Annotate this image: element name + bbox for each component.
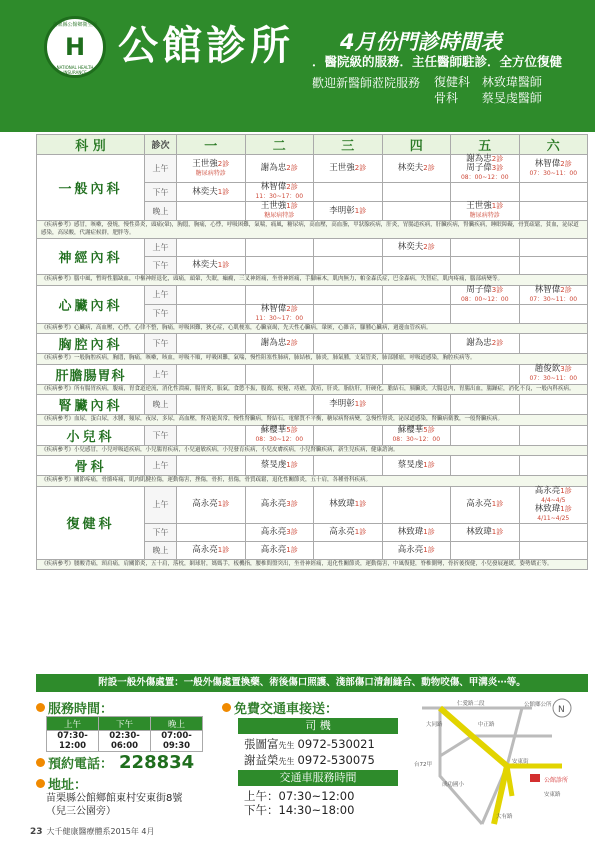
schedule-cell: 高永亮1診 4/4~4/5 林致瑋1診 4/11~4/25 <box>519 486 588 523</box>
bullet-icon <box>222 703 231 712</box>
dept-renal: 腎臟內科 <box>37 395 145 415</box>
slogan: ．醫院級的服務．主任醫師駐診．全方位復健 <box>312 54 563 69</box>
svg-text:成功國小: 成功國小 <box>442 782 465 788</box>
schedule-cell: 林智偉2診 07：30~11：00 <box>519 285 588 304</box>
disease-note: 《疾病參考》腦中風，暫時性腦缺血，中樞神經退化，頭痛，頭暈，失眠，癲癇，三叉神經痛，坐骨神經痛，手腳麻木，肌肉無力，帕金森氏症，巴金森病，失智症，肌肉疼痛，腦部病變等。 <box>37 275 588 286</box>
schedule-cell: 林奕夫1診 <box>177 257 246 275</box>
bullet-icon <box>36 758 45 767</box>
welcome-text: 歡迎新醫師蒞院服務 <box>312 76 421 90</box>
table-row: 小兒科 下午 蘇櫻華5診 08：30~12：00 蘇櫻華5診 08：30~12：00 <box>37 425 588 445</box>
table-header <box>37 135 588 155</box>
schedule-cell: 林致瑋1診 <box>382 523 451 541</box>
disease-note: 《疾病參考》腰酸背痛，頸肩痛，肩關節炎，五十肩，落枕，網球肘，媽媽手，板機指，腰椎間盤突出，坐骨神經痛，退化性關節炎，運動傷害，中風復健，脊椎側彎，骨折後復健，小兒發展遲緩，姿勢矯正等。 <box>37 559 588 570</box>
schedule-cell: 蔡旻虔1診 <box>382 456 451 476</box>
dept-rehab: 復健科 <box>37 486 145 559</box>
schedule-cell: 林奕夫1診 <box>177 183 246 202</box>
driver-item: 張圖富先生 0972-530021 <box>244 737 375 751</box>
col-wed: 三 <box>314 135 383 155</box>
schedule-cell: 高永亮3診 <box>245 523 314 541</box>
schedule-cell: 高永亮3診 <box>245 486 314 523</box>
col-thu: 四 <box>382 135 451 155</box>
misc-services-banner: 附設一般外傷處置：一般外傷處置換藥、術後傷口照護、淺部傷口清創縫合、動物咬傷、甲溝炎⋯等。 <box>36 674 588 692</box>
address-text: 苗栗縣公館鄉館東村安東街8號 （兒三公園旁） <box>46 793 183 817</box>
page-footer: 23 大千健康醫療體系2015年 4月 <box>30 827 155 837</box>
schedule-cell: 王世強2診 糖尿病特診 <box>177 155 246 183</box>
table-row: 下午 高永亮3診 高永亮1診 林致瑋1診 林致瑋1診 <box>37 523 588 541</box>
svg-text:公館診所: 公館診所 <box>544 777 569 784</box>
dept-chest: 胸腔內科 <box>37 334 145 354</box>
table-row: 晚上 高永亮1診 高永亮1診 高永亮1診 <box>37 541 588 559</box>
address-title: 地址： <box>36 774 87 793</box>
shuttle-hours-label: 交通車服務時間 <box>238 770 398 786</box>
schedule-table <box>36 134 588 570</box>
schedule-cell: 高永亮1診 <box>177 541 246 559</box>
service-hours-table: 上午 下午 晚上 07:30-12:00 02:30-06:00 07:00-09:30 <box>46 716 203 752</box>
schedule-cell: 高永亮1診 <box>451 486 520 523</box>
table-row: 肝膽腸胃科 上午 趙俊欽3診 07：30~11：00 <box>37 364 588 384</box>
clinic-name: 公館診所 <box>118 23 294 69</box>
shuttle-hours: 上午：07:30~12:00 下午：14:30~18:00 <box>244 789 355 817</box>
schedule-cell: 林智偉2診 07：30~11：00 <box>519 155 588 183</box>
schedule-title: 4月份門診時間表 <box>340 30 502 54</box>
driver-label: 司 機 <box>238 718 398 734</box>
schedule-cell: 謝為忠2診 <box>245 334 314 354</box>
schedule-cell: 王世強1診 糖尿病特診 <box>451 202 520 221</box>
svg-text:台72甲: 台72甲 <box>414 762 432 768</box>
table-row: 下午 林奕夫1診 <box>37 257 588 275</box>
svg-text:公館鄉公所: 公館鄉公所 <box>524 702 552 708</box>
table-row: 下午 林奕夫1診 林智偉2診 11：30~17：00 <box>37 183 588 202</box>
schedule-cell: 林致瑋1診 <box>314 486 383 523</box>
table-row: 骨科 上午 蔡旻虔1診 蔡旻虔1診 <box>37 456 588 476</box>
schedule-cell: 林奕夫2診 <box>382 155 451 183</box>
new-doctor-item: 骨科 蔡旻虔醫師 <box>434 91 542 105</box>
disease-note: 《疾病參考》一般胸腔疾病，胸悶，胸痛，咳嗽，咳血，呼吸不順，呼吸困難，氣喘，慢性阻塞性肺病，肺結核，肺炎，肺氣腫，支氣管炎，肺部腫瘤，呼吸道感染，胸腔疾病等。 <box>37 354 588 365</box>
table-row: 心臟內科 上午 周子偉3診 08：00~12：00 林智偉2診 07：30~11：00 <box>37 285 588 304</box>
schedule-cell: 林智偉2診 11：30~17：00 <box>245 304 314 323</box>
col-sat: 六 <box>519 135 588 155</box>
schedule-cell: 謝為忠2診 <box>451 334 520 354</box>
table-row: 一般內科 上午 王世強2診 糖尿病特診 謝為忠2診 王世強2診 林奕夫2診 謝為忠2診 周子偉3診 08：00~12：00 林智偉2診 07：30~11：00 <box>37 155 588 183</box>
disease-note: 《疾病參考》所有腸胃疾病，腹痛，胃食道逆流，消化性潰瘍，腸胃炎，脹氣，食慾不振，腹瀉，便秘，痔瘡，黃疸，肝炎，脂肪肝，肝硬化，膽結石，胰臟炎，大腸息肉，胃腸出血，腸躁症，消化不良，一般內科疾病。 <box>37 384 588 395</box>
col-fri: 五 <box>451 135 520 155</box>
schedule-cell: 高永亮1診 <box>382 541 451 559</box>
schedule-cell: 蘇櫻華5診 08：30~12：00 <box>382 425 451 445</box>
schedule-cell: 周子偉3診 08：00~12：00 <box>451 285 520 304</box>
col-dept: 科 別 <box>37 135 145 155</box>
svg-text:安東路: 安東路 <box>544 792 561 798</box>
table-row: 下午 林智偉2診 11：30~17：00 <box>37 304 588 323</box>
schedule-cell: 蔡旻虔1診 <box>245 456 314 476</box>
driver-item: 謝益榮先生 0972-530075 <box>244 753 375 767</box>
location-map <box>412 696 588 834</box>
dept-peds: 小兒科 <box>37 425 145 445</box>
schedule-cell: 林致瑋1診 <box>451 523 520 541</box>
dept-cardio: 心臟內科 <box>37 285 145 323</box>
schedule-cell: 謝為忠2診 周子偉3診 08：00~12：00 <box>451 155 520 183</box>
schedule-cell: 王世強1診 糖尿病特診 <box>245 202 314 221</box>
dept-gi: 肝膽腸胃科 <box>37 364 145 384</box>
header-banner <box>0 0 595 132</box>
service-hours-title: 服務時間： <box>36 698 113 717</box>
shuttle-title: 免費交通車接送： <box>222 698 338 717</box>
svg-text:大同路: 大同路 <box>426 722 443 728</box>
table-row: 神經內科 上午 林奕夫2診 <box>37 239 588 257</box>
disease-note: 《疾病參考》感冒，咳嗽，發燒，慢性鼻炎，頭痛(暈)，胸悶，胸痛，心悸，呼吸困難，氣喘，痛風，糖尿病，高血壓，高血脂，甲狀腺疾病，肝炎，胃腸道疾病，肝臟疾病，腎臟疾病，睡眠障礙，骨質疏鬆，貧血，泌尿道感染，高尿酸，代謝症候群，肥胖等。 <box>37 221 588 239</box>
clinic-marker-icon <box>530 774 540 782</box>
schedule-cell: 高永亮1診 <box>177 486 246 523</box>
clinic-logo <box>44 16 106 78</box>
svg-text:N: N <box>558 705 565 715</box>
appointment-phone: 預約電話： 228834 <box>36 752 194 773</box>
table-row: 晚上 王世強1診 糖尿病特診 李明彰1診 王世強1診 糖尿病特診 <box>37 202 588 221</box>
svg-text:仁愛路二段: 仁愛路二段 <box>457 701 485 707</box>
disease-note: 《疾病參考》血尿，蛋白尿，水腫，頻尿，夜尿，多尿，高血壓，腎功能異常，慢性腎臟病，腎結石，電解質不平衡，糖尿病腎病變，急慢性腎炎，泌尿道感染，腎臟病衛教，一般腎臟疾病。 <box>37 415 588 426</box>
schedule-cell: 林奕夫2診 <box>382 239 451 257</box>
logo-top-text: 苗栗縣公館鄉衛生所 <box>52 22 98 28</box>
schedule-cell: 趙俊欽3診 07：30~11：00 <box>519 364 588 384</box>
schedule-cell: 王世強2診 <box>314 155 383 183</box>
col-mon: 一 <box>177 135 246 155</box>
disease-note: 《疾病參考》關節疼痛，骨骼疼痛，肌肉肌腱拉傷，運動傷害，挫傷，骨折，扭傷，骨質疏鬆，退化性關節炎，五十肩，各種骨科疾病。 <box>37 476 588 487</box>
schedule-cell: 高永亮1診 <box>245 541 314 559</box>
schedule-cell: 謝為忠2診 <box>245 155 314 183</box>
col-session: 診次 <box>145 135 177 155</box>
svg-text:安東街: 安東街 <box>512 759 529 765</box>
schedule-cell: 蘇櫻華5診 08：30~12：00 <box>245 425 314 445</box>
dept-neuro: 神經內科 <box>37 239 145 275</box>
table-row: 胸腔內科 下午 謝為忠2診 謝為忠2診 <box>37 334 588 354</box>
disease-note: 《疾病參考》小兒感冒，小兒呼吸道疾病，小兒腸胃疾病，小兒過敏疾病，小兒發育疾病，小兒皮膚疾病，小兒腎臟疾病，新生兒疾病，健康諮詢。 <box>37 445 588 456</box>
dept-ortho: 骨科 <box>37 456 145 476</box>
new-doctors <box>434 74 542 106</box>
disease-note: 《疾病參考》心臟病，高血壓，心悸，心律不整，胸痛，呼吸困難，狹心症，心肌梗塞，心臟衰竭，先天性心臟病，暈厥，心雜音，腳腫心臟病，週邊血管疾病。 <box>37 323 588 334</box>
new-doctor-item: 復健科 林致瑋醫師 <box>434 75 542 89</box>
svg-text:中正路: 中正路 <box>478 722 495 728</box>
bullet-icon <box>36 779 45 788</box>
schedule-cell: 高永亮1診 <box>314 523 383 541</box>
logo-h-mark: H <box>64 33 86 61</box>
phone-number[interactable]: 228834 <box>119 752 195 773</box>
logo-bottom-text: NATIONAL HEALTH INSURANCE <box>56 65 94 75</box>
schedule-cell: 李明彰1診 <box>314 202 383 221</box>
dept-general: 一般內科 <box>37 155 145 221</box>
table-row: 腎臟內科 晚上 李明彰1診 <box>37 395 588 415</box>
schedule-cell: 林智偉2診 11：30~17：00 <box>245 183 314 202</box>
driver-list <box>244 737 375 769</box>
table-row: 復健科 上午 高永亮1診 高永亮3診 林致瑋1診 高永亮1診 高永亮1診 4/4~4/5 林致瑋1診 4/11~4/25 <box>37 486 588 523</box>
col-tue: 二 <box>245 135 314 155</box>
bullet-icon <box>36 703 45 712</box>
schedule-cell: 李明彰1診 <box>314 395 383 415</box>
svg-text:大有路: 大有路 <box>496 814 513 820</box>
